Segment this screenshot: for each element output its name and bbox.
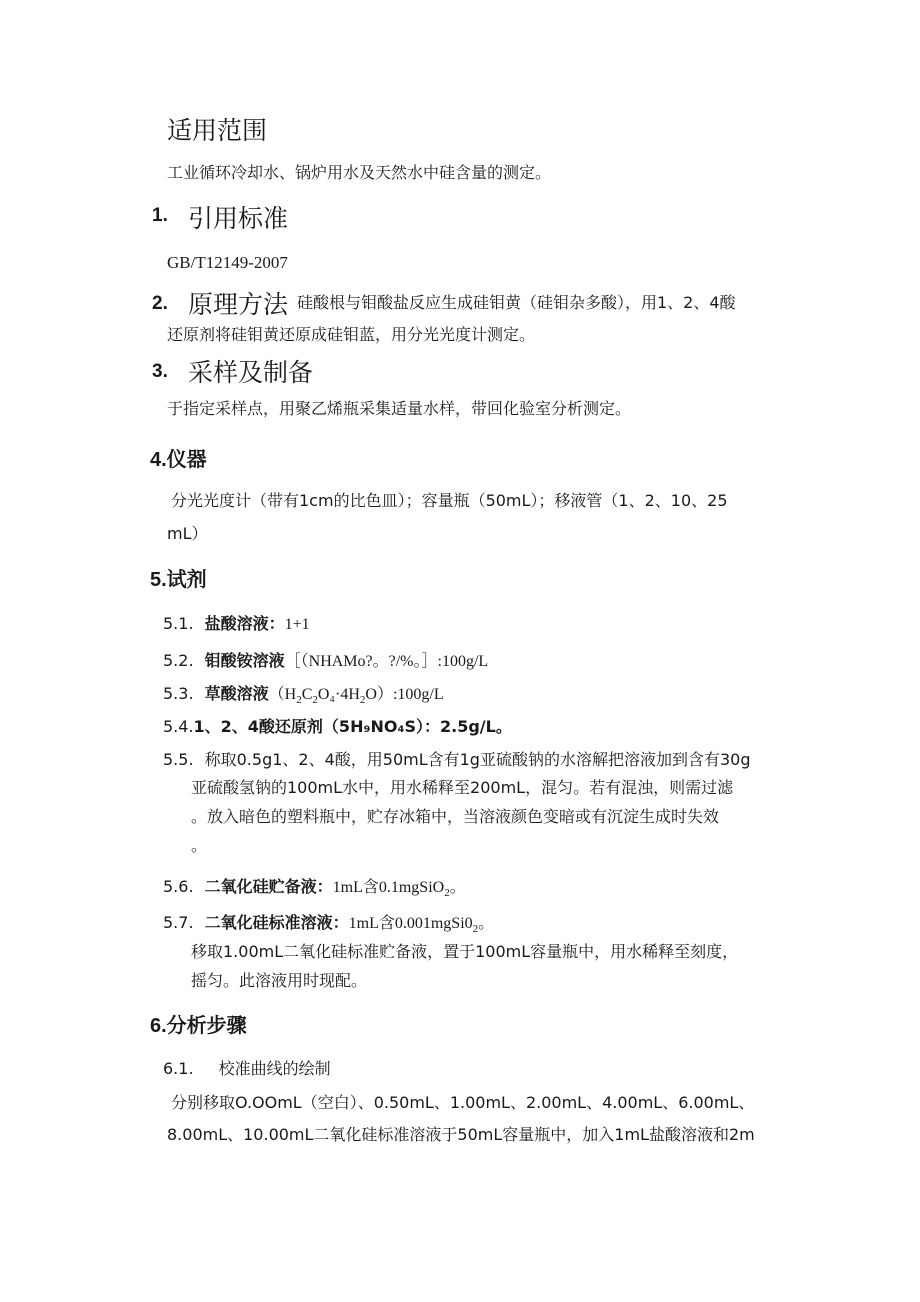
item-formula bbox=[268, 686, 444, 707]
item-label: 钼酸铵溶液 bbox=[204, 651, 285, 670]
procedure-text: 分别移取O.OOmL（空白）、0.50mL、1.00mL、2.00mL、4.00mL、6.00mL、 bbox=[171, 1093, 755, 1112]
sampling-text: 于指定采样点，用聚乙烯瓶采集适量水样，带回化验室分析测定。 bbox=[167, 399, 632, 418]
instruments-text: 分光光度计（带有1cm的比色皿）；容量瓶（50mL）；移液管（1、2、10、25 bbox=[171, 491, 728, 510]
formula-sub: 2 bbox=[472, 923, 479, 936]
section-heading-sampling: 采样及制备 bbox=[188, 358, 314, 387]
reagent-item-5-2 bbox=[163, 646, 488, 676]
formula-sub: 2 bbox=[444, 887, 450, 900]
principle-text: 硅酸根与钼酸盐反应生成硅钼黄（硅钼杂多酸），用1、2、4酸 bbox=[297, 293, 736, 312]
item-label: 二氧化硅标准溶液： bbox=[204, 913, 349, 932]
item-number: 5.1. bbox=[163, 614, 194, 633]
reagent-item-5-7-line2: 移取1.00mL二氧化硅标准贮备液，置于100mL容量瓶中，用水稀释至刻度， bbox=[191, 942, 739, 961]
item-number: 5.6. bbox=[163, 877, 194, 896]
section-heading-instruments bbox=[150, 443, 207, 472]
standard-text: GB/T12149-2007 bbox=[167, 253, 288, 272]
instruments-text-cont: mL） bbox=[167, 524, 208, 543]
reagent-item-5-5 bbox=[163, 745, 750, 774]
section-heading-standard: 引用标准 bbox=[188, 204, 289, 233]
item-value: ［（NHAMo?。?/%。］:100g/L bbox=[284, 653, 489, 670]
scope-text: 工业循环冷却水、锅炉用水及天然水中硅含量的测定。 bbox=[167, 163, 552, 182]
section-heading-reagents bbox=[150, 563, 207, 592]
formula-sub: 2 bbox=[359, 694, 366, 707]
section-heading-procedure bbox=[150, 1009, 247, 1038]
procedure-item-6-1 bbox=[163, 1054, 331, 1083]
item-end: 。 bbox=[478, 913, 495, 932]
section-heading-scope: 适用范围 bbox=[167, 116, 268, 145]
section-number: 2. bbox=[152, 293, 168, 314]
reagent-item-5-5-line2: 亚硫酸氢钠的100mL水中，用水稀释至200mL，混匀。若有混浊，则需过滤 bbox=[191, 778, 734, 797]
reagent-item-5-3 bbox=[163, 679, 444, 715]
formula-sub: 2 bbox=[312, 694, 318, 707]
formula-sub: 2 bbox=[296, 694, 302, 707]
item-value: 1mL含0.1mgSiO bbox=[332, 879, 445, 896]
section-number: 1. bbox=[152, 205, 168, 226]
item-label: 盐酸溶液： bbox=[204, 614, 285, 633]
item-value: 1mL含0.001mgSi0 bbox=[348, 915, 473, 932]
item-text: 称取0.5g1、2、4酸，用50mL含有1g亚硫酸钠的水溶解把溶液加到含有30g bbox=[204, 750, 751, 769]
item-end: 。 bbox=[449, 877, 466, 896]
item-number: 6.1. bbox=[163, 1059, 194, 1078]
item-number: 5.4. bbox=[163, 717, 194, 736]
item-text: 1、2、4酸还原剂（5H₉NO₄S）：2.5g/L。 bbox=[193, 717, 512, 736]
section-heading-principle: 原理方法 bbox=[188, 290, 289, 319]
reagent-item-5-7-line3: 摇匀。此溶液用时现配。 bbox=[191, 971, 368, 990]
item-label: 校准曲线的绘制 bbox=[218, 1059, 331, 1078]
reagent-item-5-6 bbox=[163, 872, 466, 908]
formula-part: O₄·4H bbox=[317, 686, 360, 703]
reagent-item-5-5-line3: 。放入暗色的塑料瓶中，贮存冰箱中，当溶液颜色变暗或有沉淀生成时失效 bbox=[191, 807, 720, 826]
reagent-item-5-5-line4: 。 bbox=[191, 836, 208, 855]
section-heading-text: 4.仪器 bbox=[150, 449, 207, 471]
item-number: 5.5. bbox=[163, 750, 194, 769]
reagent-item-5-4 bbox=[163, 712, 512, 741]
principle-text-cont: 还原剂将硅钼黄还原成硅钼蓝，用分光光度计测定。 bbox=[167, 325, 536, 344]
section-heading-text: 6.分析步骤 bbox=[150, 1015, 247, 1037]
formula-part: C bbox=[301, 686, 313, 703]
formula-part: （H bbox=[268, 686, 297, 703]
reagent-item-5-1 bbox=[163, 609, 310, 639]
item-label: 草酸溶液 bbox=[204, 684, 269, 703]
formula-part: O）:100g/L bbox=[365, 686, 444, 703]
item-number: 5.7. bbox=[163, 913, 194, 932]
section-number: 3. bbox=[152, 361, 168, 382]
item-number: 5.3. bbox=[163, 684, 194, 703]
item-label: 二氧化硅贮备液： bbox=[204, 877, 333, 896]
procedure-text-cont: 8.00mL、10.00mL二氧化硅标准溶液于50mL容量瓶中，加入1mL盐酸溶液和2m bbox=[167, 1125, 755, 1144]
item-number: 5.2. bbox=[163, 651, 194, 670]
section-heading-text: 5.试剂 bbox=[150, 569, 207, 591]
item-value: 1+1 bbox=[284, 616, 310, 633]
